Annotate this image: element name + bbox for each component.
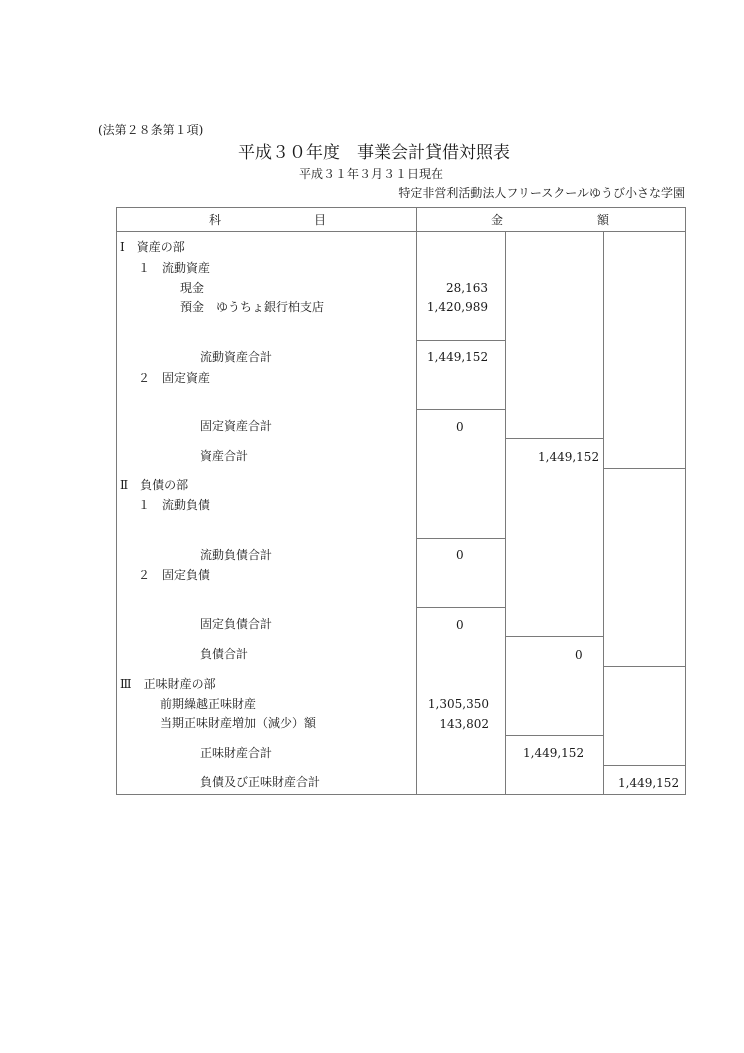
table-right-border xyxy=(685,207,686,795)
current-assets-label: １ 流動資産 xyxy=(138,261,211,275)
assets-total-label: 資産合計 xyxy=(200,449,249,463)
assets-section-label: Ⅰ 資産の部 xyxy=(120,240,185,254)
fixed-assets-total-label: 固定資産合計 xyxy=(200,419,273,433)
header-subject-1: 科 xyxy=(209,213,222,227)
grand-total-value: 1,449,152 xyxy=(618,776,680,790)
table-left-border xyxy=(116,207,117,795)
fixed-liabilities-total-label: 固定負債合計 xyxy=(200,617,273,631)
prior-net-assets-value: 1,305,350 xyxy=(427,697,489,711)
law-reference: (法第２８条第１項) xyxy=(98,123,204,137)
net-change-label: 当期正味財産増加（減少）額 xyxy=(160,716,317,730)
col1-line xyxy=(416,340,506,341)
col2-line xyxy=(505,438,604,439)
liabilities-total-label: 負債合計 xyxy=(200,647,249,661)
liabilities-total-value: 0 xyxy=(575,648,583,662)
grand-total-label: 負債及び正味財産合計 xyxy=(200,775,321,789)
col3-line xyxy=(603,666,686,667)
deposit-value: 1,420,989 xyxy=(426,300,488,314)
col1-line xyxy=(416,409,506,410)
deposit-label: 預金 ゆうちょ銀行柏支店 xyxy=(180,300,325,314)
amount-col2-left xyxy=(505,231,506,795)
header-amount-1: 金 xyxy=(491,213,504,227)
current-assets-total-label: 流動資産合計 xyxy=(200,350,273,364)
net-change-value: 143,802 xyxy=(439,717,489,731)
current-liabilities-total-value: 0 xyxy=(456,548,464,562)
net-assets-total-value: 1,449,152 xyxy=(523,746,585,760)
subject-amount-divider xyxy=(416,207,417,795)
col2-line xyxy=(505,735,604,736)
current-liabilities-label: １ 流動負債 xyxy=(138,498,211,512)
col3-line xyxy=(603,468,686,469)
current-assets-total-value: 1,449,152 xyxy=(427,350,489,364)
col1-line xyxy=(416,607,506,608)
assets-total-value: 1,449,152 xyxy=(538,450,600,464)
header-separator xyxy=(116,231,686,232)
fixed-assets-total-value: 0 xyxy=(456,420,464,434)
col1-line xyxy=(416,538,506,539)
amount-col3-left xyxy=(603,231,604,795)
cash-label: 現金 xyxy=(180,281,205,295)
col3-line xyxy=(603,765,686,766)
current-liabilities-total-label: 流動負債合計 xyxy=(200,548,273,562)
fixed-liabilities-total-value: 0 xyxy=(456,618,464,632)
as-of-date: 平成３１年３月３１日現在 xyxy=(299,167,444,181)
col2-line xyxy=(505,636,604,637)
net-assets-total-label: 正味財産合計 xyxy=(200,746,273,760)
fixed-liabilities-label: ２ 固定負債 xyxy=(138,568,211,582)
prior-net-assets-label: 前期繰越正味財産 xyxy=(160,697,257,711)
table-top-border xyxy=(116,207,686,208)
net-assets-section-label: Ⅲ 正味財産の部 xyxy=(120,677,216,691)
header-subject-2: 目 xyxy=(314,213,327,227)
table-bottom-border xyxy=(116,794,686,795)
liabilities-section-label: Ⅱ 負債の部 xyxy=(120,478,189,492)
header-amount-2: 額 xyxy=(597,213,610,227)
cash-value: 28,163 xyxy=(446,281,488,295)
fixed-assets-label: ２ 固定資産 xyxy=(138,371,211,385)
document-title: 平成３０年度 事業会計貸借対照表 xyxy=(238,143,510,163)
organization-name: 特定非営利活動法人フリースクールゆうび小さな学園 xyxy=(398,186,685,200)
